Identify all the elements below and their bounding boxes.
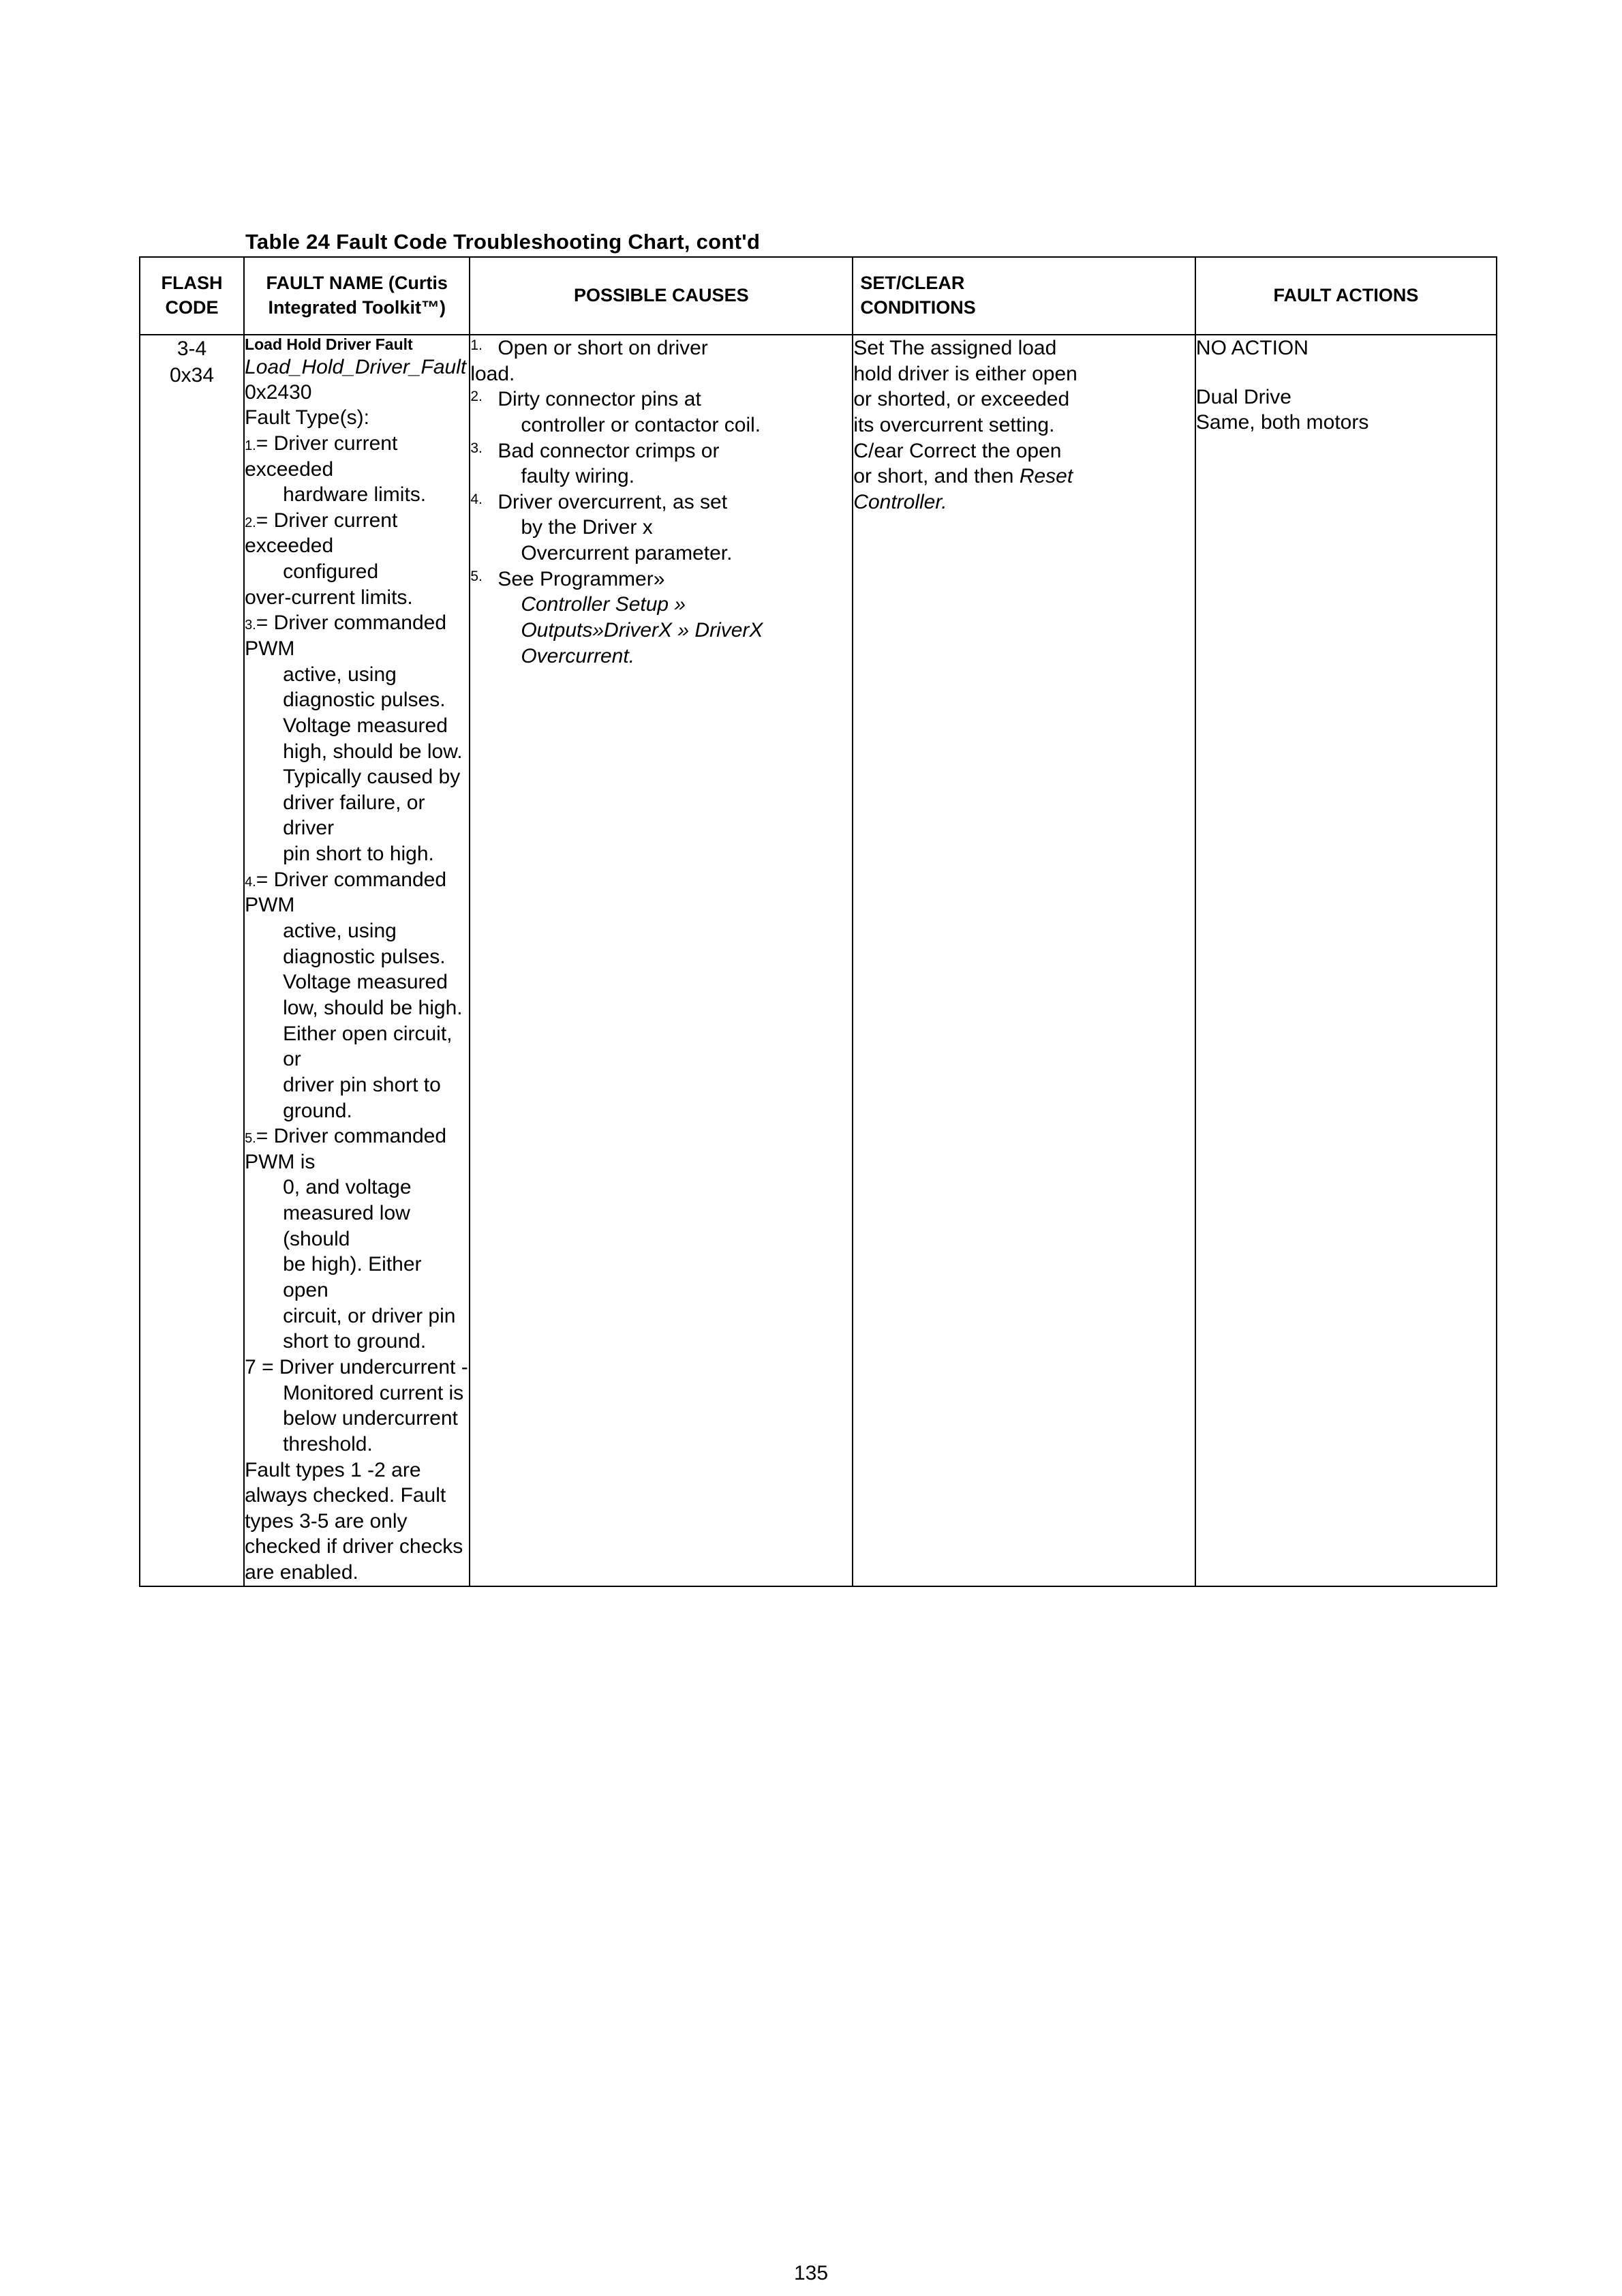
fault-action-secondary-line1: Dual Drive (1195, 385, 1291, 408)
fault-type-trailing-line: over-current limits. (245, 586, 413, 609)
fault-type-number: 3. (245, 618, 256, 633)
set-clear-line: Set The assigned load (853, 337, 1057, 359)
fault-type-7-line: threshold. (283, 1432, 373, 1455)
fault-name-note-line: types 3-5 are only (245, 1509, 408, 1532)
possible-cause-item (470, 438, 852, 489)
fault-name-note-line: Fault types 1 -2 are (245, 1458, 421, 1481)
fault-type-indented-line: configured (283, 560, 379, 584)
possible-cause-first-line: Open or short on driver (498, 337, 708, 359)
cell-fault-name (244, 335, 470, 1586)
fault-type-line: PWM is (245, 1150, 316, 1173)
possible-cause-number: 3. (470, 440, 483, 456)
fault-type-line: exceeded (245, 457, 334, 481)
fault-type-indented-line: driver pin short to (283, 1073, 441, 1096)
possible-cause-first-line: Dirty connector pins at (498, 388, 701, 411)
possible-causes-list (470, 335, 852, 669)
set-clear-line: its overcurrent setting. (853, 413, 1055, 436)
flash-code-hex: 0x34 (170, 364, 215, 387)
fault-type-indented-line: ground. (283, 1099, 352, 1122)
possible-cause-outdent-line: load. (470, 362, 515, 385)
possible-cause-cont-italic-line: Outputs»DriverX » DriverX (521, 619, 763, 642)
fault-type-indented-line: 0, and voltage (283, 1176, 412, 1199)
set-clear-mixed-line: or short, and then Reset (853, 465, 1073, 488)
fault-type-head: 4.= Driver commanded (245, 868, 447, 891)
set-clear-controller-emphasis: Controller. (853, 490, 947, 513)
fault-types-label: Fault Type(s): (245, 406, 369, 429)
flash-code-header-line2: CODE (165, 297, 219, 318)
set-clear-text (853, 335, 1195, 515)
fault-type-indented-line: driver failure, or driver (283, 791, 425, 840)
fault-type-indented-line: low, should be high. (283, 996, 463, 1019)
set-clear-line: hold driver is either open (853, 362, 1077, 385)
fault-actions-header-label: FAULT ACTIONS (1273, 285, 1419, 306)
possible-cause-first-line: See Programmer» (498, 567, 665, 590)
fault-type-head: 3.= Driver commanded (245, 611, 447, 635)
set-clear-reset-emphasis: Reset (1019, 465, 1073, 488)
fault-type-item (245, 610, 469, 866)
fault-type-item (245, 867, 469, 1123)
fault-type-line: PWM (245, 894, 295, 917)
possible-cause-item (470, 387, 852, 438)
possible-cause-first-line: Bad connector crimps or (498, 439, 720, 462)
fault-type-number: 5. (245, 1131, 256, 1147)
possible-cause-cont-line: controller or contactor coil. (521, 413, 761, 436)
possible-cause-cont-line: faulty wiring. (521, 465, 635, 488)
fault-name-bold-title: Load Hold Driver Fault (245, 335, 413, 353)
fault-type-head: 1.= Driver current (245, 432, 398, 455)
possible-cause-cont-italic-line: Controller Setup » (521, 593, 686, 616)
set-clear-line: C/ear Correct the open (853, 439, 1062, 462)
fault-type-indented-line: active, using (283, 663, 397, 686)
set-clear-header-line1: SET/CLEAR (860, 273, 965, 294)
fault-type-indented-line: measured low (should (283, 1202, 410, 1250)
column-header-set-clear-conditions (853, 257, 1195, 335)
fault-type-7-line: Monitored current is (283, 1381, 464, 1404)
cell-fault-actions (1195, 335, 1497, 1586)
fault-type-indented-line: diagnostic pulses. (283, 689, 446, 712)
column-header-fault-name (244, 257, 470, 335)
column-header-fault-actions (1195, 257, 1497, 335)
table-header-row (140, 257, 1497, 335)
fault-name-header-line2: Integrated Toolkit™) (268, 297, 446, 318)
fault-type-7-block (245, 1355, 469, 1457)
possible-cause-cont-line: Overcurrent parameter. (521, 542, 733, 565)
fault-name-hex-id: 0x2430 (245, 380, 312, 404)
set-clear-header-line2: CONDITIONS (860, 297, 976, 318)
possible-cause-cont-italic-line: Overcurrent. (521, 644, 635, 667)
fault-type-item (245, 431, 469, 508)
fault-type-item (245, 1123, 469, 1355)
fault-type-number: 2. (245, 515, 256, 530)
fault-type-line: exceeded (245, 534, 334, 558)
cell-possible-causes (470, 335, 853, 1586)
fault-type-indented-line: hardware limits. (283, 483, 427, 507)
fault-type-indented-line: Voltage measured (283, 714, 448, 737)
fault-type-item (245, 508, 469, 611)
fault-type-indented-line: Typically caused by (283, 766, 461, 789)
flash-code-value: 3-4 (177, 337, 207, 360)
possible-causes-header-label: POSSIBLE CAUSES (574, 285, 749, 306)
fault-type-7-line: below undercurrent (283, 1407, 458, 1430)
cell-set-clear-conditions (853, 335, 1195, 1586)
possible-cause-first-line: Driver overcurrent, as set (498, 490, 728, 513)
fault-type-indented-line: be high). Either open (283, 1253, 422, 1302)
flash-code-header-line1: FLASH (161, 273, 223, 294)
fault-type-indented-line: short to ground. (283, 1330, 427, 1353)
fault-type-head: 2.= Driver current (245, 509, 398, 532)
fault-type-number: 4. (245, 874, 256, 890)
column-header-possible-causes (470, 257, 853, 335)
fault-name-note-line: always checked. Fault (245, 1484, 446, 1507)
possible-cause-item (470, 567, 852, 669)
column-header-flash-code (140, 257, 244, 335)
possible-cause-cont-line: by the Driver x (521, 516, 653, 539)
fault-action-spacer (1196, 361, 1496, 384)
cell-flash-code (140, 335, 244, 1586)
fault-type-head: 5.= Driver commanded (245, 1125, 447, 1148)
possible-cause-number: 1. (470, 337, 483, 353)
possible-cause-number: 2. (470, 389, 483, 405)
fault-type-7-head: 7 = Driver undercurrent - (245, 1355, 468, 1378)
fault-type-line: PWM (245, 637, 295, 660)
fault-name-italic-title: Load_Hold_Driver_Fault (245, 355, 467, 378)
fault-type-indented-line: diagnostic pulses. (283, 945, 446, 968)
possible-cause-number: 4. (470, 491, 483, 507)
fault-types-list (245, 431, 469, 1355)
fault-name-footer-note (245, 1457, 469, 1586)
fault-type-indented-line: pin short to high. (283, 843, 434, 866)
table-row (140, 335, 1497, 1586)
possible-cause-item (470, 489, 852, 567)
page-number: 135 (793, 2262, 829, 2284)
set-clear-line: or shorted, or exceeded (853, 388, 1070, 411)
fault-code-troubleshooting-table (139, 256, 1497, 1587)
fault-type-indented-line: Either open circuit, or (283, 1022, 453, 1071)
fault-type-indented-line: active, using (283, 920, 397, 943)
fault-type-number: 1. (245, 438, 256, 453)
fault-name-note-line: checked if driver checks (245, 1535, 463, 1558)
possible-cause-item (470, 335, 852, 387)
possible-cause-number: 5. (470, 568, 483, 584)
fault-name-note-line: are enabled. (245, 1561, 358, 1584)
fault-name-header-line1: FAULT NAME (Curtis (266, 273, 448, 294)
table-title: Table 24 Fault Code Troubleshooting Chart, cont'd (245, 230, 761, 254)
fault-action-secondary-line2: Same, both motors (1195, 411, 1369, 434)
fault-type-indented-line: circuit, or driver pin (283, 1304, 456, 1327)
fault-type-indented-line: Voltage measured (283, 971, 448, 994)
fault-type-indented-line: high, should be low. (283, 740, 463, 763)
fault-action-primary: NO ACTION (1195, 337, 1309, 359)
